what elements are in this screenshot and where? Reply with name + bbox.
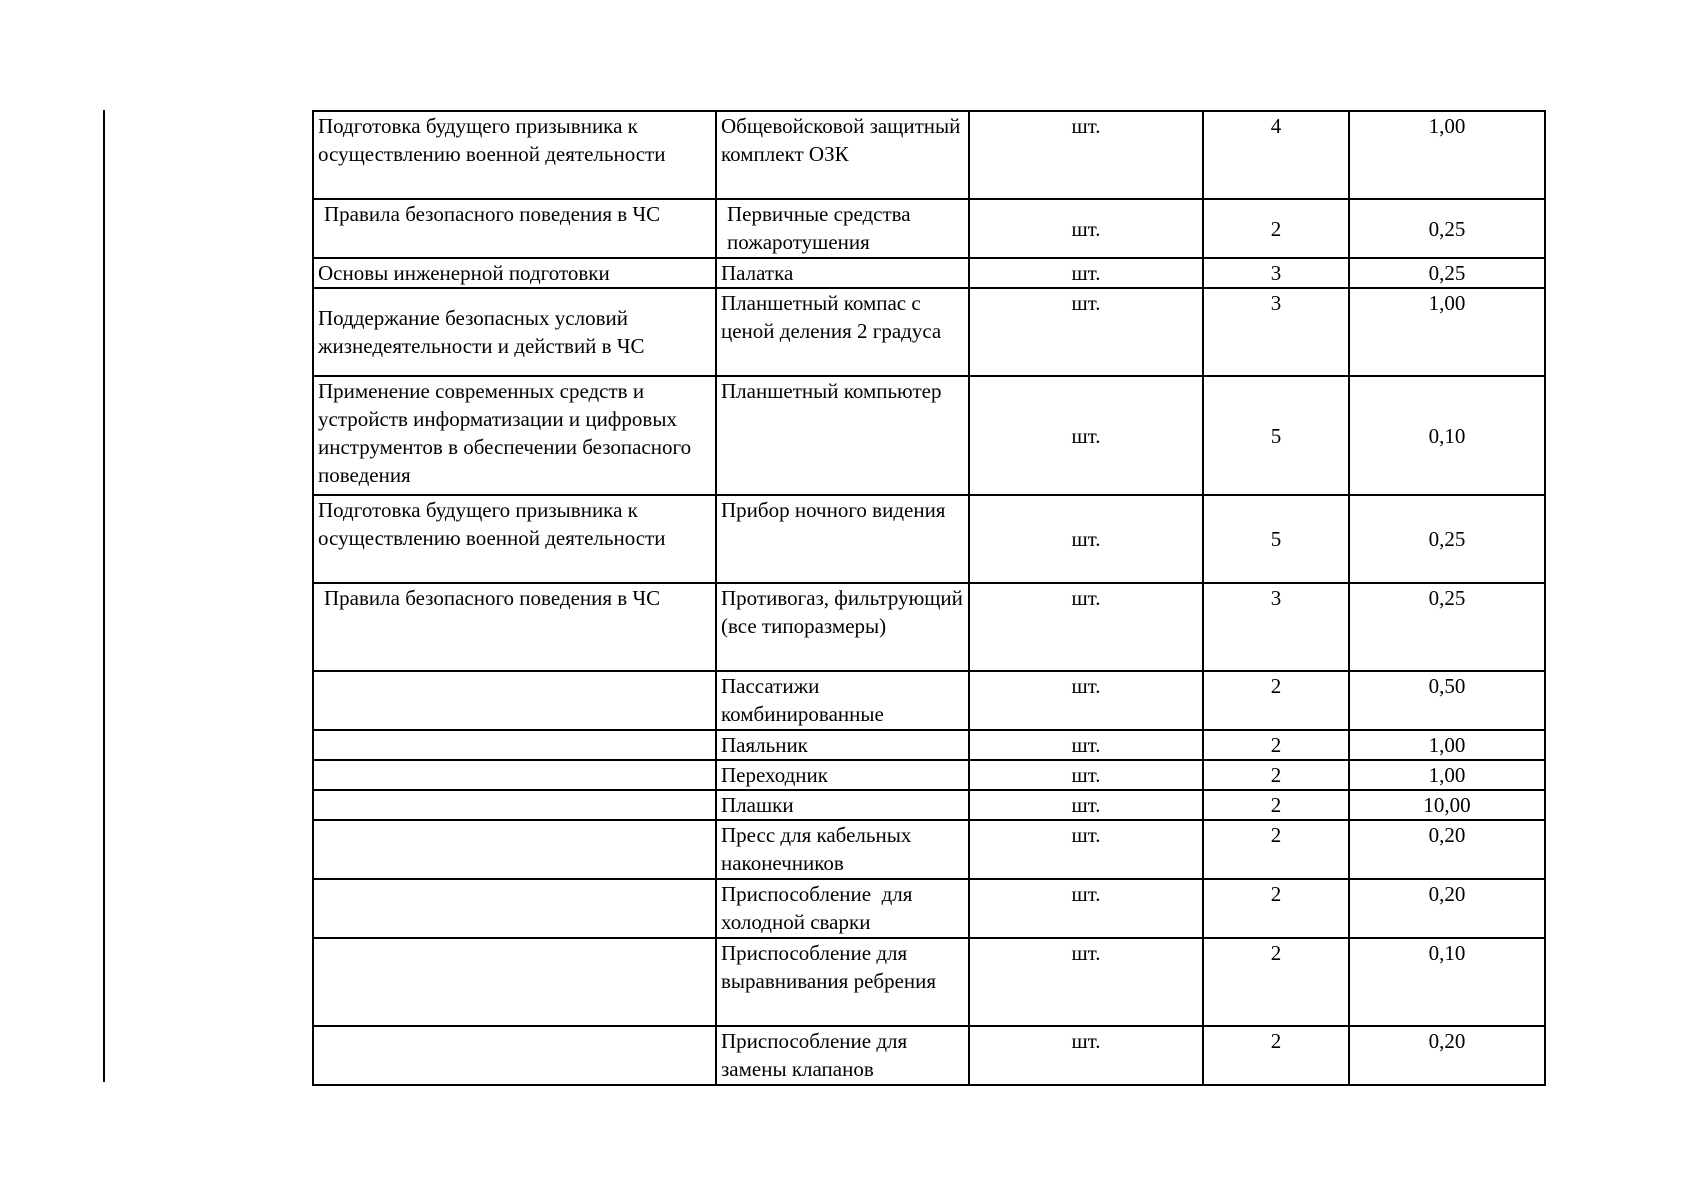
unit-cell: шт. <box>969 820 1203 879</box>
value-cell: 1,00 <box>1349 730 1545 760</box>
value-cell: 10,00 <box>1349 790 1545 820</box>
topic-cell <box>313 938 716 1026</box>
item-cell: Общевойсковой защитный комплект ОЗК <box>716 111 969 199</box>
table-row <box>313 790 1545 820</box>
table-row <box>313 820 1545 879</box>
qty-cell: 4 <box>1203 111 1349 199</box>
qty-cell: 5 <box>1203 376 1349 495</box>
topic-cell: Подготовка будущего призывника к осуществлению военной деятельности <box>313 111 716 199</box>
value-cell: 1,00 <box>1349 760 1545 790</box>
value-cell: 0,20 <box>1349 1026 1545 1085</box>
table-row <box>313 111 1545 199</box>
table-row <box>313 879 1545 938</box>
table-row <box>313 1026 1545 1085</box>
unit-cell: шт. <box>969 938 1203 1026</box>
item-cell: Приспособление для холодной сварки <box>716 879 969 938</box>
unit-cell: шт. <box>969 1026 1203 1085</box>
unit-cell: шт. <box>969 111 1203 199</box>
table-row <box>313 199 1545 258</box>
unit-cell: шт. <box>969 583 1203 671</box>
equipment-table <box>312 110 1546 1086</box>
unit-cell: шт. <box>969 199 1203 258</box>
value-cell: 0,25 <box>1349 258 1545 288</box>
topic-cell: Поддержание безопасных условий жизнедеятельности и действий в ЧС <box>313 288 716 376</box>
value-cell: 0,20 <box>1349 820 1545 879</box>
topic-cell <box>313 730 716 760</box>
unit-cell: шт. <box>969 258 1203 288</box>
item-cell: Переходник <box>716 760 969 790</box>
item-cell: Первичные средства пожаротушения <box>727 202 911 254</box>
topic-cell <box>313 820 716 879</box>
qty-cell: 2 <box>1203 199 1349 258</box>
qty-cell: 3 <box>1203 258 1349 288</box>
table-row <box>313 760 1545 790</box>
value-cell: 1,00 <box>1349 111 1545 199</box>
table-row <box>313 583 1545 671</box>
item-cell: Паяльник <box>716 730 969 760</box>
value-cell: 0,25 <box>1349 495 1545 583</box>
item-cell: Планшетный компьютер <box>716 376 969 495</box>
topic-cell <box>313 879 716 938</box>
page-margin-line <box>103 110 105 1082</box>
value-cell: 0,25 <box>1349 583 1545 671</box>
qty-cell: 2 <box>1203 790 1349 820</box>
qty-cell: 2 <box>1203 730 1349 760</box>
topic-cell: Применение современных средств и устройств информатизации и цифровых инструментов в обеспечении безопасного поведения <box>313 376 716 495</box>
topic-cell: Правила безопасного поведения в ЧС <box>324 202 661 226</box>
table-row <box>313 495 1545 583</box>
topic-cell: Правила безопасного поведения в ЧС <box>324 586 661 610</box>
topic-cell <box>313 790 716 820</box>
qty-cell: 5 <box>1203 495 1349 583</box>
table-row <box>313 376 1545 495</box>
qty-cell: 3 <box>1203 288 1349 376</box>
item-cell: Прибор ночного видения <box>716 495 969 583</box>
qty-cell: 2 <box>1203 671 1349 730</box>
table-row <box>313 938 1545 1026</box>
unit-cell: шт. <box>969 376 1203 495</box>
table-row <box>313 258 1545 288</box>
value-cell: 0,25 <box>1349 199 1545 258</box>
table-row <box>313 671 1545 730</box>
value-cell: 0,50 <box>1349 671 1545 730</box>
qty-cell: 2 <box>1203 938 1349 1026</box>
topic-cell <box>313 760 716 790</box>
unit-cell: шт. <box>969 495 1203 583</box>
unit-cell: шт. <box>969 730 1203 760</box>
item-cell: Приспособление для замены клапанов <box>716 1026 969 1085</box>
unit-cell: шт. <box>969 671 1203 730</box>
qty-cell: 3 <box>1203 583 1349 671</box>
qty-cell: 2 <box>1203 1026 1349 1085</box>
unit-cell: шт. <box>969 288 1203 376</box>
table-row <box>313 730 1545 760</box>
item-cell: Приспособление для выравнивания ребрения <box>716 938 969 1026</box>
item-cell: Пресс для кабельных наконечников <box>716 820 969 879</box>
qty-cell: 2 <box>1203 879 1349 938</box>
unit-cell: шт. <box>969 790 1203 820</box>
qty-cell: 2 <box>1203 760 1349 790</box>
value-cell: 0,10 <box>1349 376 1545 495</box>
qty-cell: 2 <box>1203 820 1349 879</box>
item-cell: Противогаз, фильтрующий (все типоразмеры) <box>716 583 969 671</box>
unit-cell: шт. <box>969 760 1203 790</box>
item-cell: Планшетный компас с ценой деления 2 градуса <box>716 288 969 376</box>
item-cell: Палатка <box>716 258 969 288</box>
value-cell: 1,00 <box>1349 288 1545 376</box>
table-row <box>313 288 1545 376</box>
item-cell: Пассатижи комбинированные <box>716 671 969 730</box>
topic-cell: Подготовка будущего призывника к осуществлению военной деятельности <box>313 495 716 583</box>
topic-cell <box>313 671 716 730</box>
topic-cell <box>313 1026 716 1085</box>
value-cell: 0,10 <box>1349 938 1545 1026</box>
topic-cell: Основы инженерной подготовки <box>313 258 716 288</box>
value-cell: 0,20 <box>1349 879 1545 938</box>
unit-cell: шт. <box>969 879 1203 938</box>
item-cell: Плашки <box>716 790 969 820</box>
